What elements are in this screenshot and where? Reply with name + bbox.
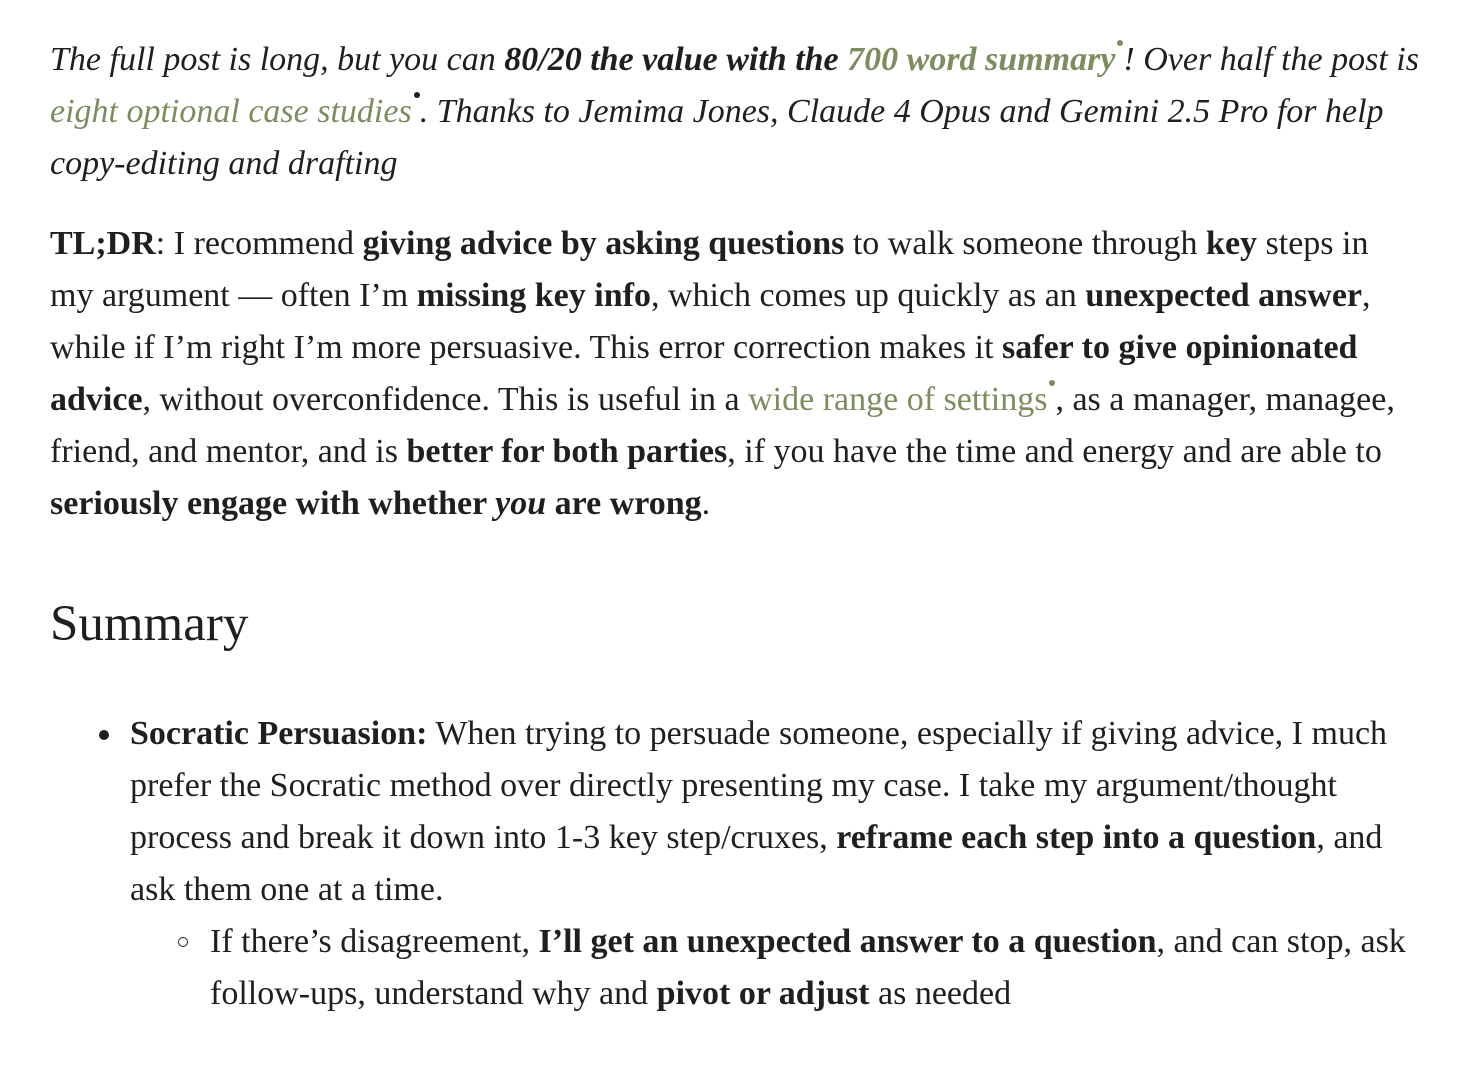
sub-list-item (210, 916, 1420, 1020)
intro-paragraph (50, 34, 1420, 190)
intro-text: . Thanks to Jemima Jones, Claude 4 Opus and Gemini 2.5 Pro for help copy-editing and drafting (50, 93, 1384, 182)
sub-list (130, 916, 1420, 1020)
intro-text: The full post is long, but you can (50, 41, 505, 78)
intro-bold: 80/20 the value with the (504, 41, 848, 78)
tldr-bold: missing key info (416, 277, 651, 314)
sub-item-bold: pivot or adjust (656, 975, 870, 1012)
tldr-text: , which comes up quickly as an (650, 277, 1086, 314)
tldr-bold: unexpected answer (1085, 277, 1363, 314)
tldr-bold: better for both parties (406, 433, 728, 470)
case-studies-link-label: eight optional case studies (50, 93, 412, 130)
tldr-text: , without overconfidence. This is useful in a (142, 381, 749, 418)
summary-link-label: 700 word summary (847, 41, 1116, 78)
sub-item-text: as needed (869, 975, 1012, 1012)
list-item-label: Socratic Persuasion: (130, 715, 428, 752)
tldr-text: to walk someone through (844, 225, 1207, 262)
tldr-text: , if you have the time and energy and are able to (727, 433, 1382, 470)
tldr-text: , as a manager, managee, friend, and mentor, and is (50, 381, 1395, 470)
summary-list (50, 708, 1420, 1020)
hollow-bullet-icon (178, 937, 188, 947)
article-body (50, 34, 1420, 1020)
settings-link-label: wide range of settings (748, 381, 1048, 418)
tldr-bold-part: are wrong (546, 485, 702, 522)
tldr-bold (50, 485, 702, 522)
tldr-text: steps in my argument — often I’m (50, 225, 1369, 314)
tldr-paragraph (50, 218, 1420, 530)
tldr-bold: safer to give opinionated advice (50, 329, 1358, 418)
list-item-bold: reframe each step into a question (836, 819, 1317, 856)
case-studies-link[interactable] (50, 93, 420, 130)
sub-item-text: If there’s disagreement, (210, 923, 539, 960)
summary-heading: Summary (50, 596, 249, 652)
list-item-text: When trying to persuade someone, especially if giving advice, I much prefer the Socratic method over directly presenting my case. I take my argument/thought process and break it down into 1-3 key step/cruxes, (130, 715, 1388, 856)
list-item-text: , and ask them one at a time. (130, 819, 1383, 908)
sub-item-bold: I’ll get an unexpected answer to a question (538, 923, 1157, 960)
sub-item-text: , and can stop, ask follow-ups, understand why and (210, 923, 1406, 1012)
tldr-bold: giving advice by asking questions (362, 225, 845, 262)
tldr-label: TL;DR (50, 225, 156, 262)
intro-text: ! Over half the post is (1123, 41, 1419, 78)
tldr-emphasis: you (495, 485, 547, 522)
summary-link[interactable] (847, 41, 1123, 78)
tldr-bold: key (1206, 225, 1258, 262)
bullet-icon (99, 730, 109, 740)
tldr-bold-part: seriously engage with whether (50, 485, 496, 522)
list-item (130, 708, 1420, 1020)
settings-link[interactable] (748, 381, 1055, 418)
tldr-text: : I recommend (155, 225, 363, 262)
tldr-text: . (701, 485, 711, 522)
tldr-text: , while if I’m right I’m more persuasive. This error correction makes it (50, 277, 1371, 366)
